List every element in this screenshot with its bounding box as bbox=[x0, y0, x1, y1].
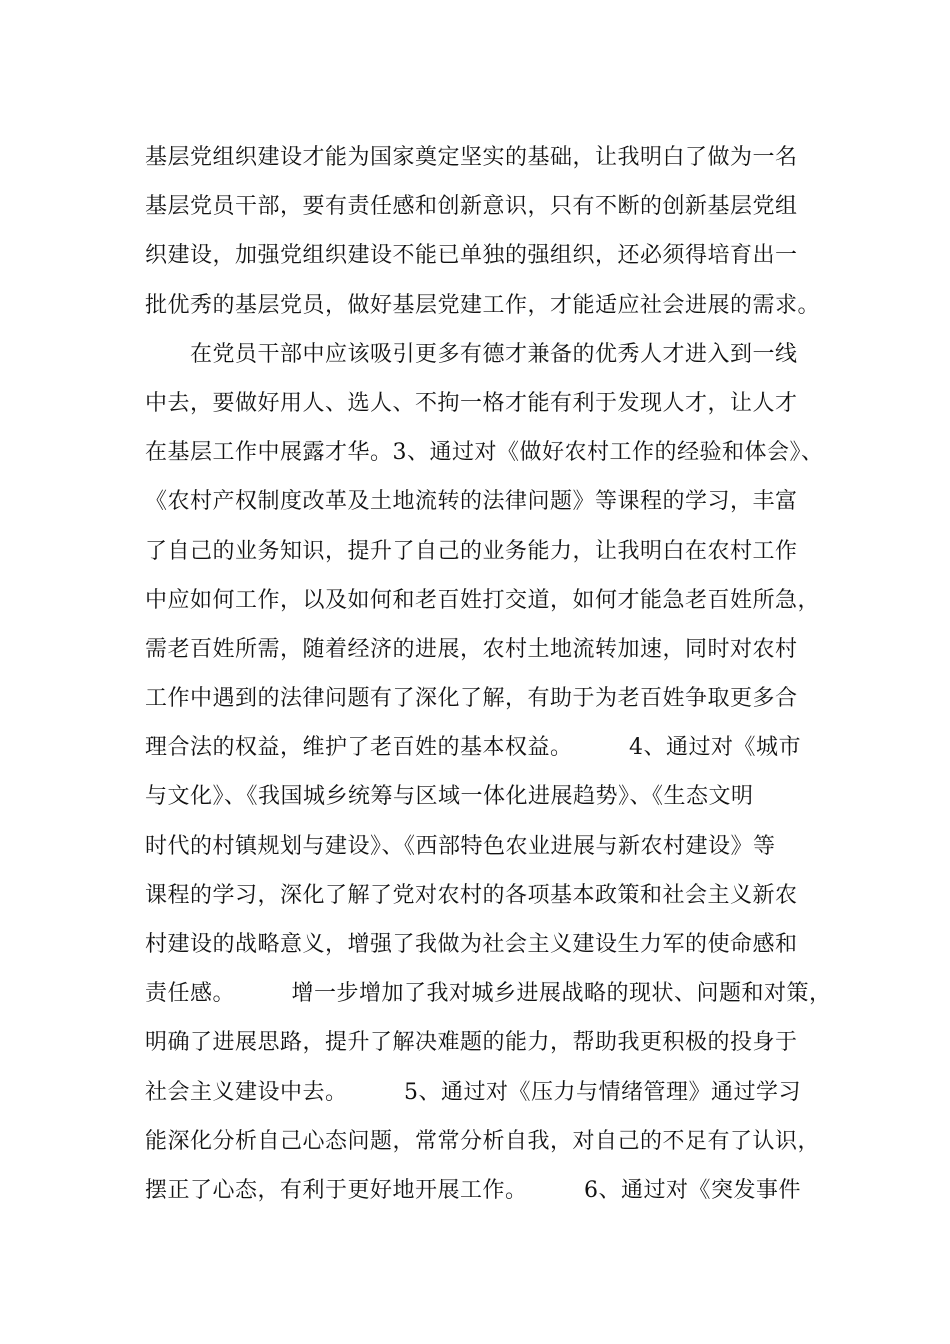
text-line: 与文化》、《我国城乡统筹与区域一体化进展趋势》、《生态文明 bbox=[145, 784, 754, 810]
text-line: 了自己的业务知识，提升了自己的业务能力，让我明白在农村工作 bbox=[145, 538, 798, 564]
text-line: 理合法的权益，维护了老百姓的基本权益。 4、通过对《城市 bbox=[145, 735, 801, 761]
text-line: 社会主义建设中去。 5、通过对《压力与情绪管理》通过学习 bbox=[145, 1079, 801, 1105]
text-line: 责任感。 增一步增加了我对城乡进展战略的现状、问题和对策， bbox=[145, 981, 832, 1007]
body-text bbox=[145, 133, 835, 1215]
text-line: 时代的村镇规划与建设》、《西部特色农业进展与新农村建设》等 bbox=[145, 833, 776, 859]
text-line: 在党员干部中应该吸引更多有德才兼备的优秀人才进入到一线 bbox=[145, 341, 798, 367]
text-line: 能深化分析自己心态问题，常常分析自我，对自己的不足有了认识， bbox=[145, 1128, 821, 1154]
text-line: 工作中遇到的法律问题有了深化了解，有助于为老百姓争取更多合 bbox=[145, 686, 798, 712]
text-line: 基层党员干部，要有责任感和创新意识，只有不断的创新基层党组 bbox=[145, 194, 798, 220]
text-line: 织建设，加强党组织建设不能已单独的强组织，还必须得培育出一 bbox=[145, 243, 798, 269]
text-line: 基层党组织建设才能为国家奠定坚实的基础，让我明白了做为一名 bbox=[145, 145, 798, 170]
text-line: 批优秀的基层党员，做好基层党建工作，才能适应社会进展的需求。 bbox=[145, 292, 821, 318]
text-line: 中去，要做好用人、选人、不拘一格才能有利于发现人才，让人才 bbox=[145, 390, 798, 416]
text-line: 课程的学习，深化了解了党对农村的各项基本政策和社会主义新农 bbox=[145, 882, 798, 908]
text-line: 村建设的战略意义，增强了我做为社会主义建设生力军的使命感和 bbox=[145, 932, 798, 957]
text-line: 中应如何工作，以及如何和老百姓打交道，如何才能急老百姓所急， bbox=[145, 587, 821, 613]
text-line: 明确了进展思路，提升了解决难题的能力，帮助我更积极的投身于 bbox=[145, 1030, 798, 1056]
text-line: 摆正了心态，有利于更好地开展工作。 6、通过对《突发事件 bbox=[145, 1177, 801, 1203]
text-line: 在基层工作中展露才华。3、通过对《做好农村工作的经验和体会》、 bbox=[145, 440, 824, 466]
text-line: 需老百姓所需，随着经济的进展，农村土地流转加速，同时对农村 bbox=[145, 636, 798, 662]
text-line: 《农村产权制度改革及土地流转的法律问题》等课程的学习，丰富 bbox=[145, 489, 798, 515]
